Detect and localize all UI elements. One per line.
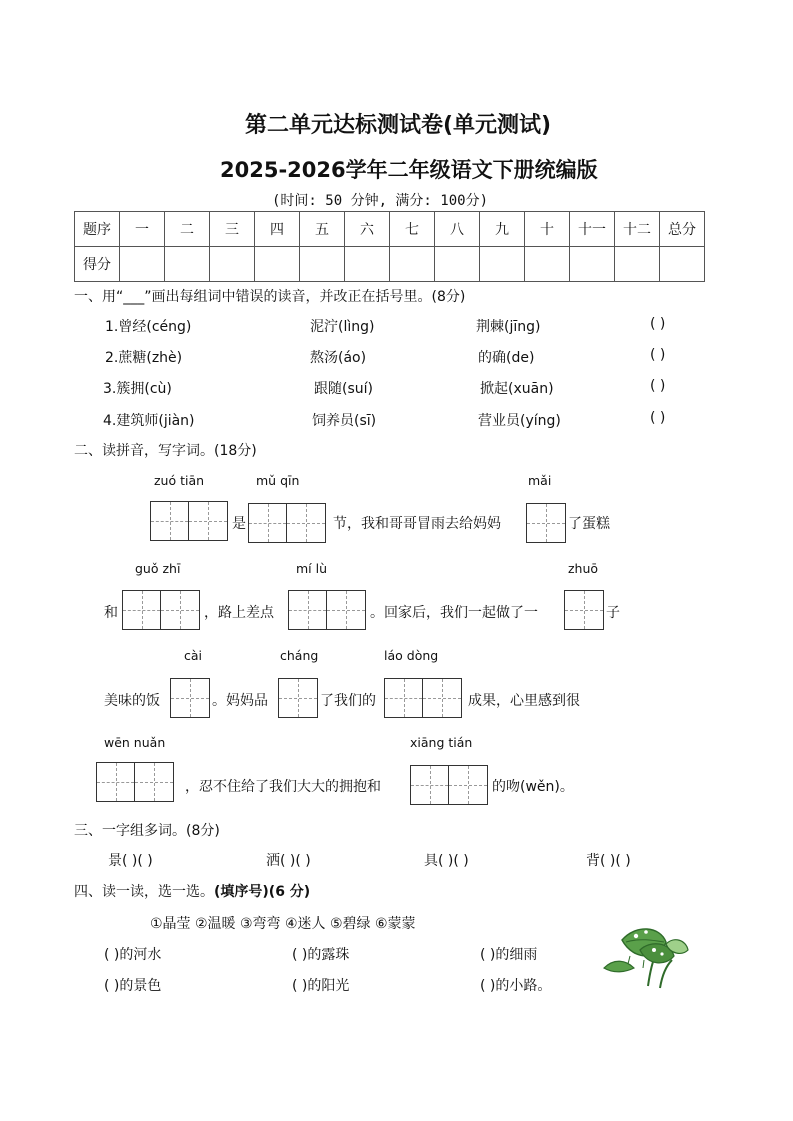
score-cell: 十 (525, 212, 570, 247)
pinyin-label: cài (184, 648, 203, 663)
s4-item[interactable]: ( )的细雨 (480, 947, 538, 963)
s2-text: 了蛋糕 (568, 516, 610, 532)
s4-item[interactable]: ( )的阳光 (292, 978, 350, 994)
score-row-label: 得分 (75, 247, 120, 282)
s1-answer-blank[interactable]: ( ) (650, 410, 666, 426)
s2-text: 成果，心里感到很 (468, 693, 580, 709)
pinyin-label: zuó tiān (154, 473, 205, 488)
writing-grid[interactable] (248, 503, 326, 543)
pinyin-label: xiāng tián (410, 735, 473, 750)
writing-grid[interactable] (384, 678, 462, 718)
score-table-score-row (75, 247, 705, 282)
pinyin-label: láo dòng (384, 648, 439, 663)
page-subtitle-year: 2025-2026学年二年级语文下册统编版 (220, 158, 598, 182)
s3-item[interactable]: 背( )( ) (586, 853, 631, 869)
score-input-cell[interactable] (480, 247, 525, 282)
writing-grid[interactable] (410, 765, 488, 805)
pinyin-label: cháng (280, 648, 319, 663)
s1-item: 掀起(xuān) (480, 381, 554, 397)
writing-grid[interactable] (170, 678, 210, 718)
s4-options: ①晶莹 ②温暖 ③弯弯 ④迷人 ⑤碧绿 ⑥蒙蒙 (150, 916, 416, 932)
pinyin-label: mǎi (528, 473, 552, 488)
page-title: 第二单元达标测试卷(单元测试) (245, 113, 552, 138)
score-input-cell[interactable] (255, 247, 300, 282)
pinyin-label: mí lù (296, 561, 328, 576)
s1-item: 荆棘(jīng) (476, 319, 541, 335)
s1-answer-blank[interactable]: ( ) (650, 347, 666, 363)
score-cell: 十二 (615, 212, 660, 247)
score-cell: 六 (345, 212, 390, 247)
s4-item[interactable]: ( )的河水 (104, 947, 162, 963)
pinyin-label: wēn nuǎn (104, 735, 166, 750)
pinyin-label: zhuō (568, 561, 599, 576)
writing-grid[interactable] (278, 678, 318, 718)
s3-item[interactable]: 洒( )( ) (266, 853, 311, 869)
s2-text: 子 (606, 605, 620, 621)
s1-item: 1.曾经(céng) (105, 319, 192, 335)
score-cell: 二 (165, 212, 210, 247)
score-cell: 三 (210, 212, 255, 247)
score-input-cell[interactable] (570, 247, 615, 282)
section4-heading (74, 881, 310, 901)
s4-item[interactable]: ( )的小路。 (480, 978, 552, 994)
score-input-cell[interactable] (435, 247, 480, 282)
pinyin-label: guǒ zhī (135, 561, 181, 576)
leaf-illustration-icon (600, 920, 692, 990)
s3-item[interactable]: 景( )( ) (108, 853, 153, 869)
s2-text: 的吻(wěn)。 (492, 779, 574, 795)
s2-text: ，忍不住给了我们大大的拥抱和 (185, 779, 381, 795)
s1-item: 饲养员(sī) (312, 413, 377, 429)
score-table (74, 211, 705, 282)
s1-item: 4.建筑师(jiàn) (103, 413, 195, 429)
score-input-cell[interactable] (210, 247, 255, 282)
s1-answer-blank[interactable]: ( ) (650, 316, 666, 332)
score-input-cell[interactable] (120, 247, 165, 282)
pinyin-label: mǔ qīn (256, 473, 300, 488)
s1-item: 泥泞(lìng) (310, 319, 375, 335)
score-cell: 十一 (570, 212, 615, 247)
s2-text: 。回家后，我们一起做了一 (370, 605, 538, 621)
section3-heading: 三、一字组多词。(8分) (74, 823, 220, 839)
section4-heading-bold: (填序号)(6 分) (214, 884, 311, 900)
exam-info: (时间: 50 分钟, 满分: 100分) (272, 193, 489, 209)
s1-item: 营业员(yíng) (478, 413, 561, 429)
s1-item: 熬汤(áo) (310, 350, 367, 366)
score-cell: 九 (480, 212, 525, 247)
section1-heading: 一、用“___”画出每组词中错误的读音，并改正在括号里。(8分) (74, 289, 466, 305)
score-input-cell[interactable] (165, 247, 210, 282)
score-cell: 题序 (75, 212, 120, 247)
score-input-cell[interactable] (525, 247, 570, 282)
score-input-cell[interactable] (615, 247, 660, 282)
writing-grid[interactable] (564, 590, 604, 630)
score-cell: 五 (300, 212, 345, 247)
s2-text: 了我们的 (320, 693, 376, 709)
score-cell: 八 (435, 212, 480, 247)
score-input-cell[interactable] (300, 247, 345, 282)
score-cell: 总分 (660, 212, 705, 247)
score-input-cell[interactable] (390, 247, 435, 282)
s2-text: 是 (232, 516, 246, 532)
s4-item[interactable]: ( )的景色 (104, 978, 162, 994)
s4-item[interactable]: ( )的露珠 (292, 947, 350, 963)
s2-text: 。妈妈品 (212, 693, 268, 709)
section4-heading-text: 四、读一读，选一选。 (74, 884, 214, 900)
s2-text: 美味的饭 (104, 693, 160, 709)
writing-grid[interactable] (96, 762, 174, 802)
s1-item: 3.簇拥(cù) (103, 381, 172, 397)
score-table-header-row (75, 212, 705, 247)
s2-text: 节，我和哥哥冒雨去给妈妈 (333, 516, 501, 532)
writing-grid[interactable] (288, 590, 366, 630)
s2-text: 和 (104, 605, 118, 621)
s1-answer-blank[interactable]: ( ) (650, 378, 666, 394)
writing-grid[interactable] (526, 503, 566, 543)
score-cell: 四 (255, 212, 300, 247)
writing-grid[interactable] (122, 590, 200, 630)
writing-grid[interactable] (150, 501, 228, 541)
s1-item: 2.蔗糖(zhè) (105, 350, 183, 366)
s1-item: 跟随(suí) (314, 381, 373, 397)
s2-text: ，路上差点 (204, 605, 274, 621)
s1-item: 的确(de) (478, 350, 535, 366)
score-cell: 一 (120, 212, 165, 247)
score-cell: 七 (390, 212, 435, 247)
s3-item[interactable]: 具( )( ) (424, 853, 469, 869)
score-input-cell[interactable] (660, 247, 705, 282)
score-input-cell[interactable] (345, 247, 390, 282)
section2-heading: 二、读拼音，写字词。(18分) (74, 443, 257, 459)
